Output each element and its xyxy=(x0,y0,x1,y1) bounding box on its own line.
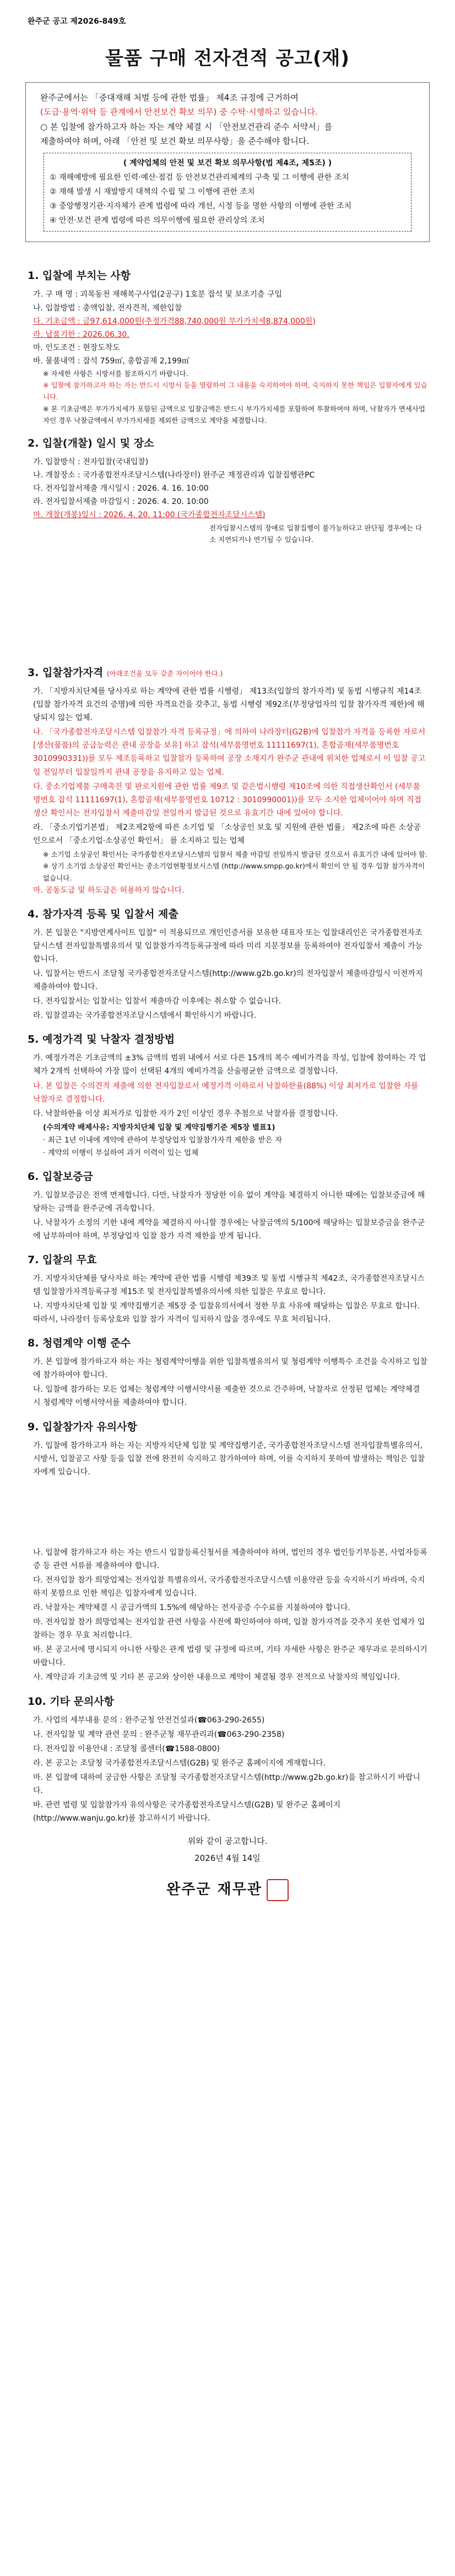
notice-date: 2026년 4월 14일 xyxy=(194,1853,261,1864)
signer-name: 완주군 재무관 xyxy=(166,1881,262,1898)
section-line: 라. 입찰결과는 국가종합전자조달시스템에서 확인하시기 바랍니다. xyxy=(33,1011,257,1021)
intro-line-4: 제출하여야 하며, 아래 「안전 및 보건 확보 의무사항」을 준수해야 합니다. xyxy=(40,136,310,146)
note-line: 전자입찰시스템의 장애로 입찰집행이 불가능하다고 판단될 경우에는 다소 지연되거나 연기될 수 있습니다. xyxy=(209,523,422,544)
section-line: 나. 입찰방법 : 총액입찰, 전자견적, 제한입찰 xyxy=(33,303,182,313)
section-line: 가. 입찰에 참가하고자 하는 자는 지방자치단체 입찰 및 계약집행기준, 국가종합전자조달시스템 전자입찰특별유의서, 시방서, 입찰공고 사항 등을 입찰 전에 완전히 숙지하고 참가하여야 하며, 이를 숙지하지 못하여 발생하는 책임은 입찰자에게 있습니다. xyxy=(33,1441,425,1477)
section-title: 5. 예정가격 및 낙찰자 결정방법 xyxy=(28,1033,175,1046)
section-title: 8. 청렴계약 이행 준수 xyxy=(28,1337,131,1350)
section-5 xyxy=(28,1031,427,1159)
contact-line: 나. 전자입찰 및 계약 관련 문의 : 완주군청 재무관리과(☎063-290-2358) xyxy=(33,1730,285,1739)
requirement-item: ① 재해예방에 필요한 인력·예산·점검 등 안전보건관리체계의 구축 및 그 이행에 관한 조치 xyxy=(50,173,349,182)
section-10 xyxy=(28,1693,427,1826)
notice-number: 완주군 공고 제2026-849호 xyxy=(28,17,126,26)
base-price-line: 다. 기초금액 : 금97,614,000원(추정가격88,740,000원 부가가치세8,874,000원) xyxy=(33,316,316,326)
section-line: 다. 전자입찰서제출 개시일시 : 2026. 4. 16. 10:00 xyxy=(33,484,209,493)
section-line: 나. 지방자치단체 입찰 및 계약집행기준 제5장 중 입찰유의서에서 정한 무효 사유에 해당하는 입찰은 무효로 합니다. 따라서, 나라장터 등록상호와 입찰 참가 자격이 일치하지 않을 경우에도 무효 처리됩니다. xyxy=(33,1302,420,1324)
requirements-title: ( 계약업체의 안전 및 보건 확보 의무사항(법 제4조, 제5조) ) xyxy=(123,159,332,168)
section-4 xyxy=(28,906,427,1023)
contact-line: 마. 본 입찰에 대하여 궁금한 사항은 조달청 국가종합전자조달시스템(http://www.g2b.go.kr)을 참고하시기 바랍니다. xyxy=(33,1773,420,1795)
section-title: 7. 입찰의 무효 xyxy=(28,1253,97,1266)
official-seal-icon xyxy=(267,1879,289,1901)
section-3 xyxy=(28,664,427,897)
section-line: 다. 전자입찰서는 입찰서는 입찰서 제출마감 이후에는 취소할 수 없습니다. xyxy=(33,997,281,1006)
section-line: 마. 공동도급 및 하도급은 허용하지 않습니다. xyxy=(33,886,185,895)
requirement-item: ② 재해 발생 시 재발방지 대책의 수립 및 그 이행에 관한 조치 xyxy=(50,187,255,196)
section-9 xyxy=(28,1419,427,1684)
opening-line xyxy=(33,508,427,522)
section-title-note: (아래조건을 모두 갖춘 자이어야 한다.) xyxy=(106,669,223,678)
note-line: · 계약의 이행이 부실하여 과거 이력이 있는 업체 xyxy=(43,1148,199,1157)
requirements-box xyxy=(44,153,411,232)
section-line: 나. 낙찰자가 소정의 기한 내에 계약을 체결하지 아니할 경우에는 낙찰금액의 5/100에 해당하는 입찰보증금을 완주군에 납부하여야 하며, 부정당업자 입찰 참가 자격 제한을 받게 됩니다. xyxy=(33,1218,425,1241)
section-line: 라. 낙찰자는 계약체결 시 공급가액의 1.5%에 해당하는 전자공증 수수료를 지불하여야 합니다. xyxy=(33,1603,350,1613)
section-2 xyxy=(28,435,427,545)
requirement-item: ④ 안전·보건 관계 법령에 따른 의무이행에 필요한 관리상의 조치 xyxy=(50,216,265,225)
section-line: 다. 중소기업제품 구매촉진 및 판로지원에 관한 법률 제9조 및 같은법시행령 제10조에 의한 직접생산확인서 (세부품명번호 잡석 11111697(1), 혼합골재(세부품명번호 10712 : 3010990001))를 모두 소지한 업체이어야 하며 직접생산 확인서는 전자입찰서 제출마감일 전일까지 발급된 것으로 유효기간 내에 있어야 합니다. xyxy=(33,782,421,818)
section-line: 나. 입찰서는 반드시 조달청 국가종합전자조달시스템(http://www.g2b.go.kr)의 전자입찰서 제출마감일시 이전까지 제출하여야 합니다. xyxy=(33,969,423,992)
section-line: 가. 본 입찰에 참가하고자 하는 자는 청렴계약이행을 위한 입찰특별유의서 및 청렴계약 이행특수 조건을 숙지하고 입찰에 참가하여야 합니다. xyxy=(33,1357,427,1380)
section-line: 나. 본 입찰은 수의견적 제출에 의한 전자입찰로서 예정가격 이하로서 낙찰하한율(88%) 이상 최저가로 입찰한 자를 낙찰자로 결정합니다. xyxy=(33,1081,419,1104)
intro-box xyxy=(25,82,430,242)
section-line: 라. 「중소기업기본법」 제2조제2항에 따른 소기업 및 「소상공인 보호 및 지원에 관한 법률」 제2조에 따른 소상공인으로서 「중소기업·소상공인 확인서」 를 소지하고 있는 업체 xyxy=(33,823,421,845)
section-line: 마. 인도조건 : 현장도착도 xyxy=(33,343,120,352)
section-line: 가. 본 입찰은 "지방연계사이트 입찰" 이 적용되므로 개인인증서를 보유한 대표자 또는 입찰대리인은 국가종합전자조달시스템 전자입찰특별유의서 및 입찰참가자격등록규정에 따라 미리 지문정보를 등록하여야 전자입찰서 제출이 가능합니다. xyxy=(33,928,423,964)
note-line: ※ 자세한 사항은 시방서를 참조하시기 바랍니다. xyxy=(43,369,188,378)
section-line: 가. 입찰방식 : 전자입찰(국내입찰) xyxy=(33,458,149,467)
note-line: ※ 본 기초금액은 부가가치세가 포함된 금액으로 입찰금액은 반드시 부가가치세를 포함하여 투찰하여야 하며, 낙찰자가 면세사업자인 경우 낙찰금액에서 부가가치세를 제외한 금액으로 계약을 체결합니다. xyxy=(43,404,426,425)
section-title: 1. 입찰에 부치는 사항 xyxy=(28,270,131,282)
section-line: 바. 본 공고서에 명시되지 아니한 사항은 관계 법령 및 규정에 따르며, 기타 자세한 사항은 완주군 재무과로 문의하시기 바랍니다. xyxy=(33,1645,427,1668)
intro-line-3: ○ 본 입찰에 참가하고자 하는 자는 계약 체결 시 「안전보건관리 준수 서약서」를 xyxy=(40,121,333,132)
section-title: 2. 입찰(개찰) 일시 및 장소 xyxy=(28,437,154,450)
signer xyxy=(23,1878,432,1901)
section-line: 나. 입찰에 참가하는 모든 업체는 청렴계약 이행서약서를 제출한 것으로 간주하며, 낙찰자로 선정된 업체는 계약체결 시 청렴계약 이행서약서를 제출하여야 합니다. xyxy=(33,1385,420,1408)
contact-line: 라. 본 공고는 조달청 국가종합전자조달시스템(G2B) 및 완주군 홈페이지에 게재합니다. xyxy=(33,1758,326,1768)
section-title: 4. 참가자격 등록 및 입찰서 제출 xyxy=(28,908,178,920)
section-line: 가. 예정가격은 기초금액의 ±3% 금액의 범위 내에서 서로 다른 15개의 복수 예비가격을 작성, 입찰에 참여하는 각 업체가 2개씩 선택하여 가장 많이 선택된 4개의 예비가격을 산술평균한 금액으로 결정합니다. xyxy=(33,1054,426,1076)
section-line: 나. 「국가종합전자조달시스템 입찰참가 자격 등록규정」에 의하여 나라장터(G2B)에 입찰참가 자격을 등록한 자로서 [생산(물품)의 공급능력은 관내 공장을 보유] 하고 잡석(세부품명번호 11111697(1), 혼합골재(세부품명번호 3010990331))를 모두 제조등록하고 입찰참가 등록하여 공장 소재지가 완주군 관내에 위치한 업체로서 이 입찰 공고일 전일부터 입찰일까지 관내 공장을 유지하고 있는 업체. xyxy=(33,728,426,777)
note-line: (수의계약 배제사유: 지방자치단체 입찰 및 계약집행기준 제5장 별표1) xyxy=(43,1123,275,1132)
section-line: 나. 개찰장소 : 국가종합전자조달시스템(나라장터) 완주군 재정관리과 입찰집행관PC xyxy=(33,471,315,480)
section-title: 3. 입찰참가자격 xyxy=(28,667,104,679)
opening-datetime: 마. 개찰(개봉)일시 : 2026. 4. 20. 11:00 (국가종합전자조달시스템) xyxy=(33,511,266,520)
section-line: 사. 계약금과 기초금액 및 기타 본 공고와 상이한 내용으로 계약이 체결될 경우 전적으로 낙찰자의 책임입니다. xyxy=(33,1673,400,1682)
note-line: ※ 상기 소기업 소상공인 확인서는 중소기업현황정보시스템 (http://www.smpp.go.kr)에서 확인이 안 될 경우 입찰 참가자격이 없습니다. xyxy=(43,862,425,882)
section-line: 마. 전자입찰 참가 희망업체는 전자입찰 관련 사항을 사전에 확인하여야 하며, 입찰 참가자격을 갖추지 못한 업체가 입찰하는 경우 무효 처리합니다. xyxy=(33,1618,425,1640)
section-title: 9. 입찰참가자 유의사항 xyxy=(28,1420,137,1433)
intro-line-2: (도급·용역·위탁 등 관계에서 안전보건 확보 의무) 중 수탁·시행하고 있습니다. xyxy=(40,107,318,117)
section-line: 가. 「지방자치단체를 당사자로 하는 계약에 관한 법률 시행령」 제13조(입찰의 참가자격) 및 동법 시행규칙 제14조(입찰 참가자격 요건의 증명)에 의한 자격요건을 갖추고, 동법 시행령 제92조(부정당업자의 입찰 참가자격 제한)에 해당되지 않는 업체. xyxy=(33,687,425,723)
note-line: ※ 소기업 소상공인 확인서는 국가종합전자조달시스템의 입찰서 제출 마감일 전일까지 발급된 것으로서 유효기간 내에 있어야 함. xyxy=(43,850,427,858)
page-title: 물품 구매 전자견적 공고(재) xyxy=(105,47,350,69)
section-line: 라. 전자입찰서제출 마감일시 : 2026. 4. 20. 10:00 xyxy=(33,497,209,507)
section-line: 다. 전자입찰 참가 희망업체는 전자입찰 특별유의서, 국가종합전자조달시스템 이용약관 등을 숙지하시기 바라며, 숙지하지 못함으로 인한 책임은 입찰자에게 있습니다. xyxy=(33,1575,425,1598)
section-7 xyxy=(28,1252,427,1326)
section-line: 가. 구 매 명 : 괴목동천 재해복구사업(2공구) 1호분 잡석 및 보조기층 구입 xyxy=(33,290,283,299)
note-line: ※ 입찰에 참가하고자 하는 자는 반드시 시방서 등을 열람하여 그 내용을 숙지하여야 하며, 숙지하지 못한 책임은 입찰자에게 있습니다. xyxy=(43,381,427,401)
section-8 xyxy=(28,1335,427,1409)
section-line: 다. 낙찰하한율 이상 최저가로 입찰한 자가 2인 이상인 경우 추첨으로 낙찰자를 결정합니다. xyxy=(33,1109,338,1118)
note-line: · 최근 1년 이내에 계약에 관하여 부정당업자 입찰참가자격 제한을 받은 자 xyxy=(43,1135,282,1145)
section-6 xyxy=(28,1168,427,1243)
intro-line-1: 완주군에서는 「중대재해 처벌 등에 관한 법률」 제4조 규정에 근거하여 xyxy=(40,93,299,103)
requirement-item: ③ 중앙행정기관·지자체가 관계 법령에 따라 개선, 시정 등을 명한 사항의 이행에 관한 조치 xyxy=(50,201,352,211)
contact-line: 바. 관련 법령 및 입찰참가자 유의사항은 국가종합전자조달시스템(G2B) 및 완주군 홈페이지(http://www.wanju.go.kr)를 참고하시기 바랍니다. xyxy=(33,1801,341,1823)
section-title: 6. 입찰보증금 xyxy=(28,1170,93,1183)
section-line: 가. 입찰보증금은 전액 면제합니다. 다만, 낙찰자가 정당한 이유 없이 계약을 체결하지 아니한 때에는 입찰보증금에 해당하는 금액을 완주군에 귀속합니다. xyxy=(33,1190,425,1213)
closing-text: 위와 같이 공고합니다. xyxy=(187,1836,268,1847)
section-title: 10. 기타 문의사항 xyxy=(28,1695,115,1708)
section-line: 가. 지방자치단체를 당사자로 하는 계약에 관한 법률 시행령 제39조 및 동법 시행규칙 제42조, 국가종합전자조달시스템 입찰참가자격등록규정 제15조 및 전자입찰특별유의서에 의한 입찰은 무효로 합니다. xyxy=(33,1274,425,1296)
section-title-row xyxy=(28,664,427,679)
section-line: 나. 입찰에 참가하고자 하는 자는 반드시 입찰등록신청서를 제출하여야 하며, 법인의 경우 법인등기부등본, 사업자등록증 등 관련 서류를 제출하여야 합니다. xyxy=(33,1548,427,1570)
section-line: 바. 물품내역 : 잡석 759㎥, 총합골재 2,199㎥ xyxy=(33,356,189,366)
contact-line: 다. 전자입찰 이용안내 : 조달청 콜센터(☎1588-0800) xyxy=(33,1744,220,1753)
deadline-line: 라. 납품기한 : 2026.06.30. xyxy=(33,330,129,339)
section-1 xyxy=(28,267,427,426)
contact-line: 가. 사업의 세부내용 문의 : 완주군청 안전건설과(☎063-290-2655) xyxy=(33,1715,265,1725)
